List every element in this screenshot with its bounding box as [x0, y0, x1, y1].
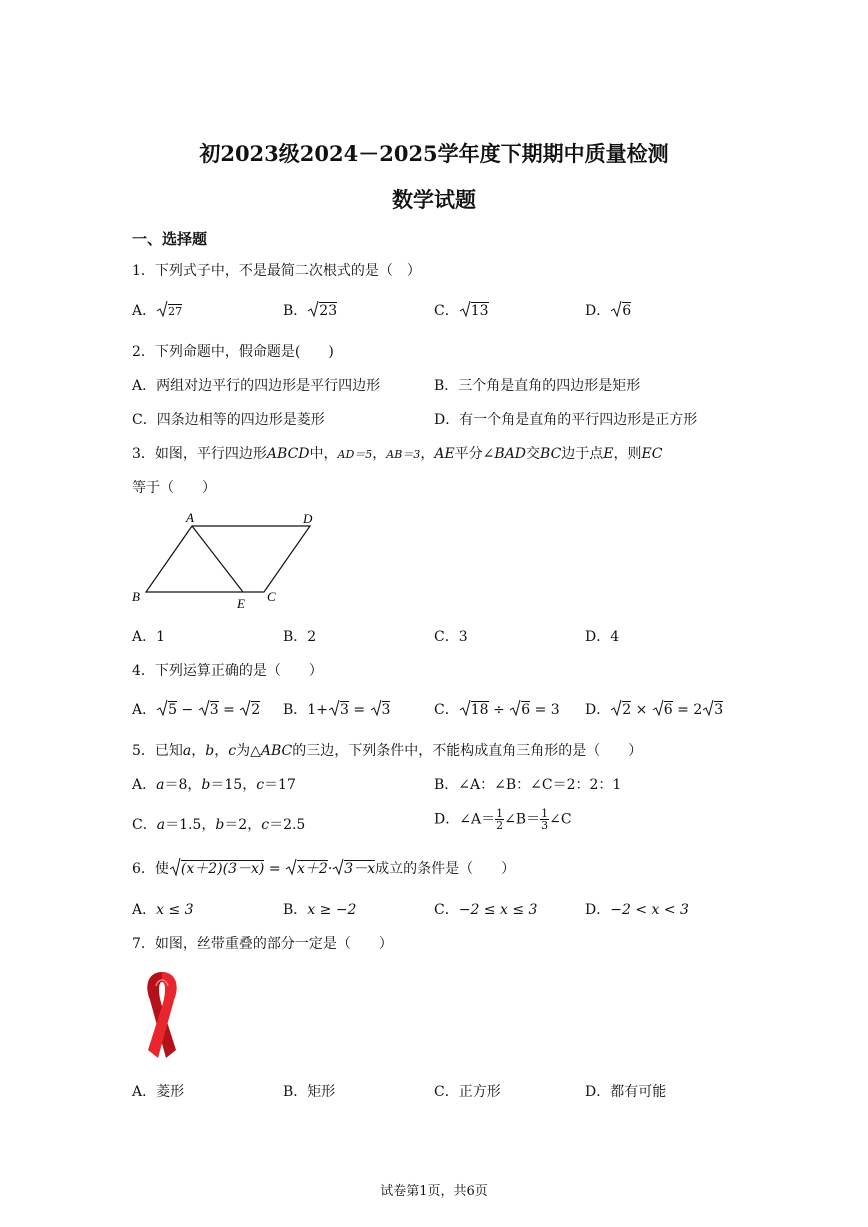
sqrt-icon — [156, 699, 168, 721]
q2-option-b: B．三个角是直角的四边形是矩形 — [434, 378, 641, 394]
q6-option-d: D．−2 < x < 3 — [585, 902, 689, 918]
q7-option-d: D．都有可能 — [585, 1084, 667, 1100]
sqrt-icon — [610, 699, 622, 721]
question-1-stem: 1．下列式子中，不是最简二次根式的是（ ） — [132, 263, 421, 279]
q6-option-c: C．−2 ≤ x ≤ 3 — [434, 902, 538, 918]
sqrt-icon — [156, 300, 168, 322]
q7-option-b: B．矩形 — [283, 1084, 336, 1100]
page-subtitle: 数学试题 — [392, 187, 476, 212]
sqrt-icon — [169, 857, 181, 881]
page-title: 初2023级2024－2025学年度下期期中质量检测 — [199, 141, 669, 166]
q2-option-c: C．四条边相等的四边形是菱形 — [132, 412, 325, 428]
sqrt-icon — [459, 300, 471, 322]
sqrt-icon — [285, 858, 297, 880]
ribbon-figure — [132, 966, 192, 1062]
q1-option-a: A． 27 — [132, 300, 182, 322]
parallelogram-figure — [130, 508, 330, 613]
label-A: A — [186, 510, 194, 525]
fraction: $\frac{1}{2}$ — [496, 807, 504, 832]
sqrt-icon — [702, 699, 714, 721]
question-2-stem: 2．下列命题中，假命题是( ) — [132, 344, 334, 360]
q3-option-c: C．3 — [434, 629, 468, 645]
q7-option-c: C．正方形 — [434, 1084, 501, 1100]
question-7-stem: 7．如图，丝带重叠的部分一定是（ ） — [132, 936, 393, 952]
q5-option-b: B．∠A：∠B：∠C＝2：2：1 — [434, 777, 622, 793]
q5-option-d: D．∠A＝ $\frac{1}{2}$ ∠B＝ $\frac{1}{3}$ ∠C — [434, 807, 572, 832]
sqrt-icon — [239, 699, 251, 721]
q5-option-c: C．a＝1.5，b＝2，c＝2.5 — [132, 817, 306, 833]
q2-option-a: A．两组对边平行的四边形是平行四边形 — [132, 378, 381, 394]
label-C: C — [267, 589, 276, 604]
label-E: E — [237, 596, 245, 611]
fraction: $\frac{1}{3}$ — [541, 807, 549, 832]
question-3-stem: 3．如图，平行四边形ABCD中，AD＝5，AB＝3，AE平分∠BAD交BC边于点E，则EC — [132, 446, 663, 462]
sqrt-icon — [370, 699, 382, 721]
q4-option-d: D． 2 × 6 = 2 3 — [585, 699, 723, 721]
sqrt-icon — [652, 699, 664, 721]
sqrt-icon — [307, 300, 319, 322]
q3-option-b: B．2 — [283, 629, 317, 645]
q1-option-b: B． 23 — [283, 300, 337, 322]
sqrt-icon — [328, 699, 340, 721]
q6-option-b: B．x ≥ −2 — [283, 902, 357, 918]
q1-option-d: D． 6 — [585, 300, 631, 322]
q6-option-a: A．x ≤ 3 — [132, 902, 194, 918]
section-heading: 一、选择题 — [132, 230, 208, 248]
sqrt-icon — [509, 699, 521, 721]
q2-option-d: D．有一个角是直角的平行四边形是正方形 — [434, 412, 698, 428]
sqrt-icon — [198, 699, 210, 721]
q4-option-a: A． 5 − 3 = 2 — [132, 699, 260, 721]
sqrt-icon — [459, 699, 471, 721]
question-4-stem: 4．下列运算正确的是（ ） — [132, 663, 323, 679]
sqrt-icon — [332, 858, 344, 880]
q3-option-d: D．4 — [585, 629, 620, 645]
q7-option-a: A．菱形 — [132, 1084, 185, 1100]
label-B: B — [132, 589, 140, 604]
page-footer: 试卷第1页，共6页 — [380, 1184, 488, 1199]
q5-option-a: A．a＝8，b＝15，c＝17 — [132, 777, 296, 793]
ribbon-icon — [132, 966, 192, 1062]
question-3-stem-line2: 等于（ ） — [132, 480, 216, 496]
question-5-stem: 5．已知a，b，c为△ABC的三边，下列条件中，不能构成直角三角形的是（ ） — [132, 743, 643, 759]
q1-option-c: C． 13 — [434, 300, 489, 322]
question-6-stem: 6．使 (x＋2)(3－x) = x＋2· 3－x成立的条件是（ ） — [132, 857, 515, 881]
label-D: D — [303, 511, 313, 526]
sqrt-icon — [610, 300, 622, 322]
q3-option-a: A．1 — [132, 629, 166, 645]
q4-option-b: B．1+ 3 = 3 — [283, 699, 390, 721]
q4-option-c: C． 18 ÷ 6 = 3 — [434, 699, 560, 721]
